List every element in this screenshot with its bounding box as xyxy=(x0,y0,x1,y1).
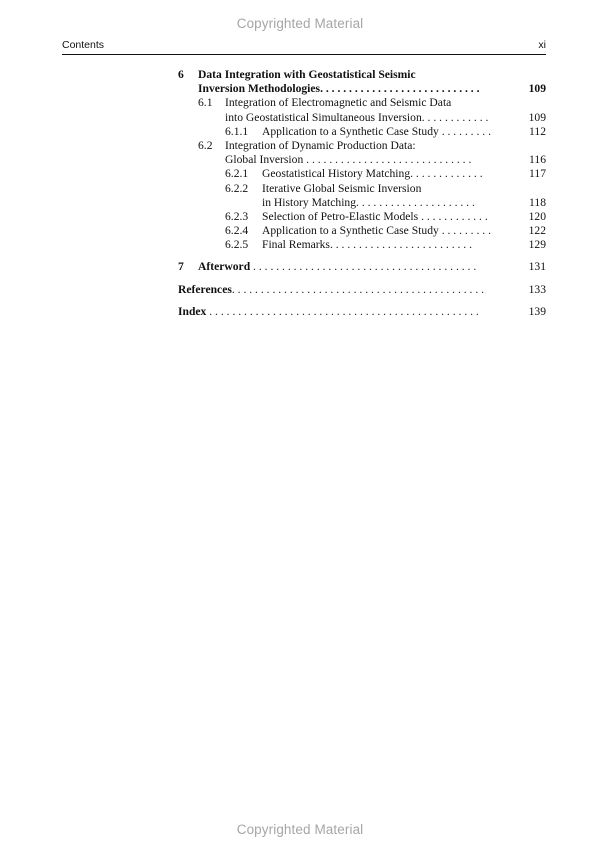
toc-entry-6-2-3 xyxy=(178,210,546,224)
watermark-top: Copyrighted Material xyxy=(236,16,364,31)
toc-page: 120 xyxy=(528,209,546,223)
toc-entry-6-2-4 xyxy=(178,224,546,238)
toc-entry-6-2-cont xyxy=(178,153,546,167)
running-head xyxy=(62,39,546,55)
toc-page: 122 xyxy=(528,224,546,238)
toc-page: 118 xyxy=(529,195,546,209)
toc-entry-chapter-6 xyxy=(178,68,546,82)
toc-entry-6-2-1 xyxy=(178,167,546,181)
toc-title: Afterword . . . . . . . . . . . . . . . . . . . . . . . . . . . . . . . . . . . . . . . xyxy=(198,260,477,274)
toc-number: 6.1.1 xyxy=(225,124,249,138)
toc-page: 116 xyxy=(529,153,546,167)
toc-page: 131 xyxy=(528,260,546,274)
watermark-bottom: Copyrighted Material xyxy=(236,822,364,837)
toc-number: 6.2.3 xyxy=(225,209,249,223)
toc-number: 6.2.5 xyxy=(225,238,249,252)
toc-number: 6.2.2 xyxy=(225,181,249,195)
toc-number: 6.1 xyxy=(198,96,213,110)
toc-entry-6-1 xyxy=(178,96,546,110)
toc-number: 6 xyxy=(178,68,184,81)
toc-entry-6-2-2 xyxy=(178,182,546,196)
toc-number: 6.2.4 xyxy=(225,224,249,238)
toc-entry-6-1-cont xyxy=(178,111,546,125)
toc-page: 139 xyxy=(528,304,546,318)
toc-title: Data Integration with Geostatistical Seismic xyxy=(198,68,416,81)
toc-title: into Geostatistical Simultaneous Inversion. . . . . . . . . . . . xyxy=(225,110,489,124)
toc-title: Global Inversion . . . . . . . . . . . . . . . . . . . . . . . . . . . . . xyxy=(225,153,472,167)
toc-title: in History Matching. . . . . . . . . . . . . . . . . . . . . xyxy=(262,195,475,209)
toc-title: References. . . . . . . . . . . . . . . . . . . . . . . . . . . . . . . . . . . . . . . . . . . . xyxy=(178,282,485,296)
toc-entry-6-1-1 xyxy=(178,125,546,139)
toc-entry-6-2 xyxy=(178,139,546,153)
toc-entry-6-2-2-cont xyxy=(178,196,546,210)
toc-page: 109 xyxy=(528,82,546,96)
toc-number: 6.2.1 xyxy=(225,167,249,181)
running-head-page-number: xi xyxy=(538,39,546,51)
toc-title: Inversion Methodologies. . . . . . . . . . . . . . . . . . . . . . . . . . . . xyxy=(198,82,480,96)
toc-entry-references xyxy=(178,283,546,297)
running-head-title: Contents xyxy=(62,39,105,51)
toc-entry-6-2-5 xyxy=(178,238,546,252)
toc-title: Index . . . . . . . . . . . . . . . . . . . . . . . . . . . . . . . . . . . . . . . . . . . . . . . xyxy=(178,304,479,318)
table-of-contents xyxy=(178,68,546,319)
toc-page: 109 xyxy=(528,110,546,124)
toc-title: Iterative Global Seismic Inversion xyxy=(262,181,422,195)
toc-entry-chapter-6-cont xyxy=(178,82,546,96)
toc-entry-chapter-7 xyxy=(178,260,546,274)
toc-page: 129 xyxy=(528,238,546,252)
toc-title: Application to a Synthetic Case Study . . . . . . . . . xyxy=(262,224,491,238)
toc-page: 112 xyxy=(529,124,546,138)
toc-number: 6.2 xyxy=(198,138,213,152)
toc-title: Integration of Dynamic Production Data: xyxy=(225,138,416,152)
toc-title: Integration of Electromagnetic and Seismic Data xyxy=(225,96,452,110)
toc-page: 133 xyxy=(528,282,546,296)
toc-title: Selection of Petro-Elastic Models . . . . . . . . . . . . xyxy=(262,209,488,223)
toc-page: 117 xyxy=(529,167,546,181)
toc-title: Application to a Synthetic Case Study . . . . . . . . . xyxy=(262,124,491,138)
toc-title: Final Remarks. . . . . . . . . . . . . . . . . . . . . . . . . xyxy=(262,238,472,252)
toc-entry-index xyxy=(178,305,546,319)
toc-number: 7 xyxy=(178,260,184,274)
toc-title: Geostatistical History Matching. . . . . . . . . . . . . xyxy=(262,167,483,181)
